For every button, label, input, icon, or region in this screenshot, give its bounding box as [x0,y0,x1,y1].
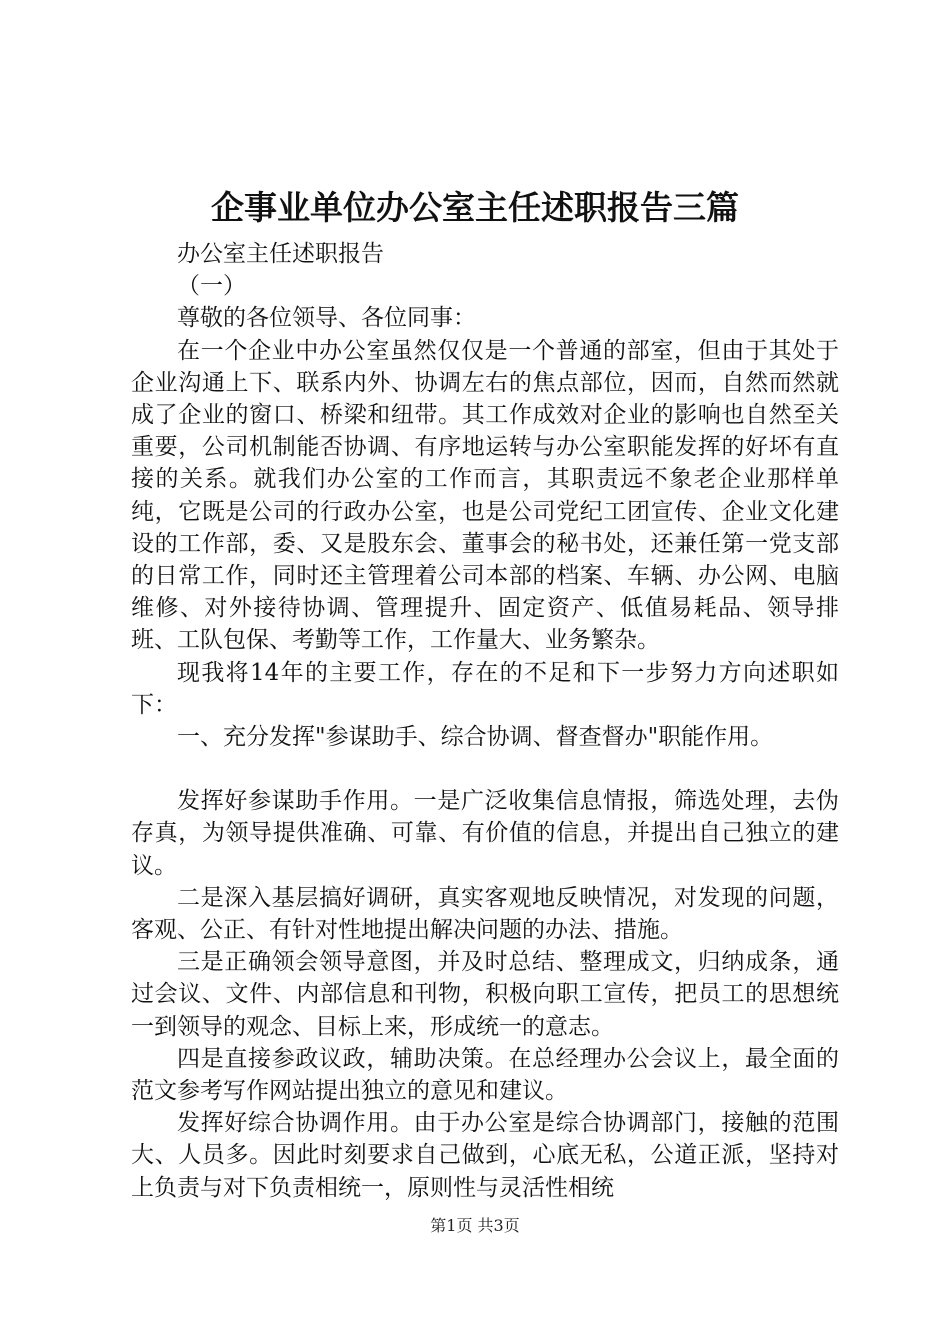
page-footer: 第1页 共3页 [430,1216,520,1235]
paragraph: 三是正确领会领导意图，并及时总结、整理成文，归纳成条，通过会议、文件、内部信息和刊物，积极向职工宣传，把员工的思想统一到领导的观念、目标上来，形成统一的意志。 [131,949,839,1040]
subtitle: 办公室主任述职报告 [177,241,384,267]
section-number: （一） [177,273,246,300]
paragraph: 在一个企业中办公室虽然仅仅是一个普通的部室，但由于其处于企业沟通上下、联系内外、协调左右的焦点部位，因而，自然而然就成了企业的窗口、桥梁和纽带。其工作成效对企业的影响也自然至关重要，公司机制能否协调、有序地运转与办公室职能发挥的好坏有直接的关系。就我们办公室的工作而言，其职责远不象老企业那样单纯，它既是公司的行政办公室，也是公司党纪工团宣传、企业文化建设的工作部，委、又是股东会、董事会的秘书处，还兼任第一党支部的日常工作，同时还主管理着公司本部的档案、车辆、办公网、电脑维修、对外接待协调、管理提升、固定资产、低值易耗品、领导排班、工队包保、考勤等工作，工作量大、业务繁杂。 [131,337,839,654]
document-title: 企事业单位办公室主任述职报告三篇 [211,188,739,227]
section-heading: 一、充分发挥"参谋助手、综合协调、督查督办"职能作用。 [177,724,774,751]
paragraph: 发挥好参谋助手作用。一是广泛收集信息情报，筛选处理，去伪存真，为领导提供准确、可靠、有价值的信息，并提出自己独立的建议。 [131,788,839,879]
paragraph: 现我将14年的主要工作，存在的不足和下一步努力方向述职如下： [131,659,839,718]
paragraph: 发挥好综合协调作用。由于办公室是综合协调部门，接触的范围大、人员多。因此时刻要求自己做到，心底无私，公道正派，坚持对上负责与对下负责相统一，原则性与灵活性相统 [131,1110,839,1201]
document-body [131,238,839,1204]
salutation: 尊敬的各位领导、各位同事： [177,305,476,332]
paragraph: 四是直接参政议政，辅助决策。在总经理办公会议上，最全面的范文参考写作网站提出独立的意见和建议。 [131,1045,839,1105]
paragraph: 二是深入基层搞好调研，真实客观地反映情况，对发现的问题，客观、公正、有针对性地提出解决问题的办法、措施。 [131,884,839,944]
